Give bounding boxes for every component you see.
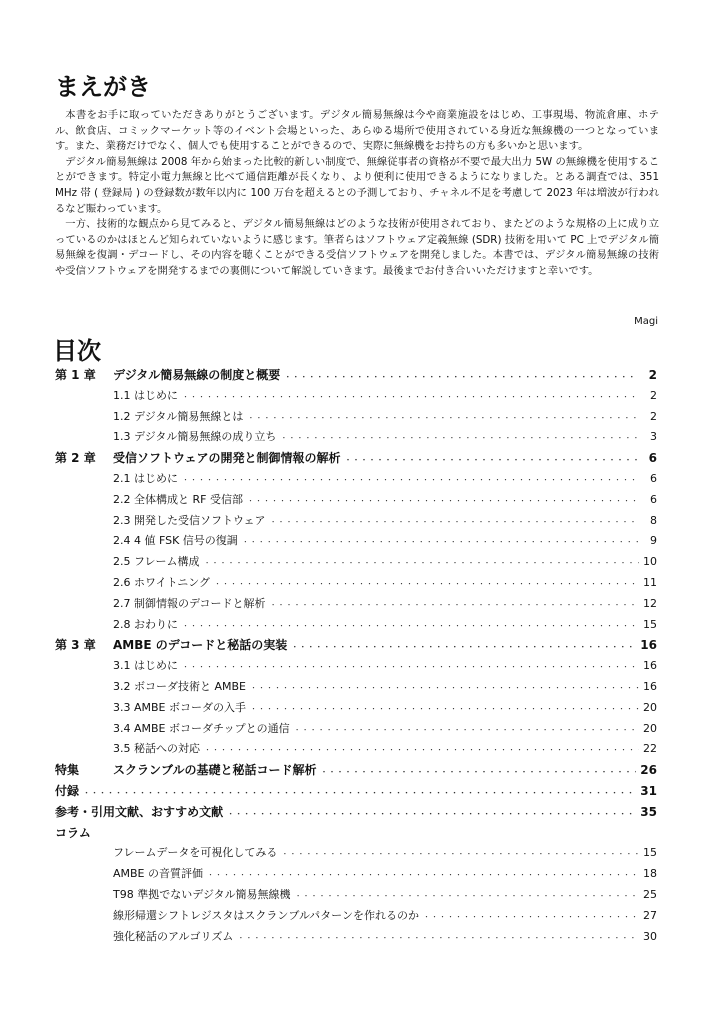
- page-number: 9: [650, 534, 657, 548]
- column-title: コラム: [55, 825, 91, 840]
- chapter-number: 第 2 章: [55, 451, 96, 466]
- page-number: 18: [643, 867, 657, 881]
- chapter-number: 第 3 章: [55, 638, 96, 653]
- leader-dots: [227, 805, 636, 819]
- toc-appendix[interactable]: [55, 782, 657, 803]
- toc-item[interactable]: [55, 720, 657, 741]
- column-item-title: T98 準拠でないデジタル簡易無線機: [113, 887, 291, 901]
- toc-item[interactable]: [55, 408, 657, 429]
- toc-item[interactable]: [55, 844, 657, 865]
- toc-item[interactable]: [55, 491, 657, 512]
- toc-item[interactable]: [55, 928, 657, 949]
- toc-item[interactable]: [55, 470, 657, 491]
- page-number: 20: [643, 700, 657, 714]
- page-number: 16: [640, 638, 657, 653]
- chapter-title: デジタル簡易無線の制度と概要: [113, 368, 281, 382]
- toc-item[interactable]: [55, 532, 657, 553]
- references-title: 参考・引用文献、おすすめ文献: [55, 804, 224, 819]
- page-number: 6: [650, 471, 657, 485]
- section-title: 3.1 はじめに: [113, 659, 178, 673]
- column-item-title: 強化秘話のアルゴリズム: [113, 929, 234, 943]
- toc-item[interactable]: [55, 553, 657, 574]
- page-number: 27: [643, 908, 657, 922]
- page-number: 6: [650, 492, 657, 506]
- page-number: 2: [648, 368, 657, 382]
- column-item-title: 線形帰還シフトレジスタはスクランブルパターンを作れるのか: [113, 908, 419, 922]
- toc-item[interactable]: [55, 387, 657, 408]
- leader-dots: [321, 763, 637, 777]
- section-title: 2.5 フレーム構成: [113, 555, 200, 569]
- section-title: 2.8 おわりに: [113, 617, 178, 631]
- leader-dots: [247, 410, 639, 423]
- leader-dots: [182, 472, 639, 485]
- section-title: 2.2 全体構成と RF 受信部: [113, 492, 243, 506]
- toc-item[interactable]: [55, 699, 657, 720]
- toc-item[interactable]: [55, 616, 657, 637]
- leader-dots: [294, 722, 639, 735]
- leader-dots: [280, 430, 639, 443]
- leader-dots: [345, 451, 639, 465]
- page-number: 26: [640, 763, 657, 778]
- toc-item[interactable]: [55, 657, 657, 678]
- page-number: 20: [643, 721, 657, 735]
- leader-dots: [247, 493, 639, 506]
- table-of-contents: [55, 366, 657, 948]
- leader-dots: [250, 701, 639, 714]
- leader-dots: [242, 534, 639, 547]
- page-number: 15: [643, 846, 657, 860]
- page-number: 10: [643, 555, 657, 569]
- section-title: 3.4 AMBE ボコーダチップとの通信: [113, 721, 290, 735]
- section-title: 2.3 開発した受信ソフトウェア: [113, 513, 266, 527]
- chapter-number: 第 1 章: [55, 368, 96, 382]
- preface-title: まえがき: [55, 73, 151, 101]
- page-number: 31: [640, 783, 657, 798]
- toc-column-heading: [55, 824, 657, 845]
- appendix-title: 付録: [55, 783, 80, 798]
- toc-title: 目次: [53, 337, 101, 365]
- special-title: スクランブルの基礎と秘話コード解析: [113, 763, 317, 778]
- page-number: 16: [643, 679, 657, 693]
- toc-item[interactable]: [55, 907, 657, 928]
- leader-dots: [204, 742, 639, 755]
- chapter-title: AMBE のデコードと秘話の実装: [113, 638, 288, 653]
- leader-dots: [204, 555, 639, 568]
- toc-item[interactable]: [55, 678, 657, 699]
- column-item-title: AMBE の音質評価: [113, 867, 204, 881]
- page-number: 6: [648, 451, 657, 466]
- column-item-title: フレームデータを可視化してみる: [113, 846, 278, 860]
- page-number: 30: [643, 929, 657, 943]
- leader-dots: [291, 638, 636, 652]
- leader-dots: [250, 680, 639, 693]
- section-title: 1.1 はじめに: [113, 388, 178, 402]
- leader-dots: [281, 846, 639, 859]
- toc-chapter-2[interactable]: [55, 449, 657, 470]
- section-title: 2.4 4 値 FSK 信号の復調: [113, 534, 238, 548]
- toc-special[interactable]: [55, 761, 657, 782]
- preface-paragraph-2: デジタル簡易無線は 2008 年から始まった比較的新しい制度で、無線従事者の資格が不要で最大出力 5W の無線機を使用することができます。特定小電力無線と比べて通信距離が長くなり、より便利に使用できるようになりました。とある調査では、351 MHz 帯 ( 登録局 ) の登録数が数年以内に 100 万台を超えるとの予測しており、チャネル不足を考慮して 2023 年は増波が行われるなど賑わっています。: [55, 155, 659, 215]
- page-number: 22: [643, 742, 657, 756]
- page-number: 8: [650, 513, 657, 527]
- toc-item[interactable]: [55, 428, 657, 449]
- preface-signature: Magi: [634, 316, 658, 327]
- leader-dots: [295, 888, 639, 901]
- toc-references[interactable]: [55, 803, 657, 824]
- chapter-title: 受信ソフトウェアの開発と制御情報の解析: [113, 451, 341, 466]
- section-title: 2.6 ホワイトニング: [113, 575, 210, 589]
- leader-dots: [182, 389, 639, 402]
- page-number: 25: [643, 887, 657, 901]
- section-title: 2.7 制御情報のデコードと解析: [113, 596, 266, 610]
- page-number: 15: [643, 617, 657, 631]
- page-number: 16: [643, 659, 657, 673]
- preface-paragraph-3: 一方、技術的な観点から見てみると、デジタル簡易無線はどのような技術が使用されており、またどのような規格の上に成り立っているのかはほとんど知られていないように感じます。筆者らはソフトウェア定義無線 (SDR) 技術を用いて PC 上でデジタル簡易無線を復調・デコードし、その内容を聴くことができる受信ソフトウェアを開発しました。本書では、デジタル簡易無線の技術や受信ソフトウェアを開発するまでの裏側について解説していきます。最後までお付き合いいただけますと幸いです。: [55, 218, 659, 277]
- page-number: 2: [650, 388, 657, 402]
- leader-dots: [270, 597, 639, 610]
- page-number: 12: [643, 596, 657, 610]
- leader-dots: [207, 867, 639, 880]
- page-number: 2: [650, 409, 657, 423]
- special-label: 特集: [55, 763, 80, 778]
- leader-dots: [237, 930, 639, 943]
- section-title: 1.3 デジタル簡易無線の成り立ち: [113, 430, 277, 444]
- toc-item[interactable]: [55, 574, 657, 595]
- toc-item[interactable]: [55, 886, 657, 907]
- leader-dots: [182, 659, 639, 672]
- toc-chapter-3[interactable]: [55, 636, 657, 657]
- toc-chapter-1[interactable]: [55, 366, 657, 387]
- leader-dots: [423, 909, 639, 922]
- leader-dots: [270, 514, 639, 527]
- page-number: 11: [643, 575, 657, 589]
- preface-body: [55, 108, 659, 280]
- page-number: 35: [640, 804, 657, 819]
- leader-dots: [83, 784, 636, 798]
- section-title: 3.2 ボコーダ技術と AMBE: [113, 679, 246, 693]
- section-title: 3.3 AMBE ボコーダの入手: [113, 700, 246, 714]
- page-number: 3: [650, 430, 657, 444]
- section-title: 1.2 デジタル簡易無線とは: [113, 409, 244, 423]
- leader-dots: [284, 368, 639, 382]
- toc-item[interactable]: [55, 595, 657, 616]
- leader-dots: [182, 618, 639, 631]
- toc-item[interactable]: [55, 512, 657, 533]
- leader-dots: [214, 576, 639, 589]
- section-title: 2.1 はじめに: [113, 471, 178, 485]
- section-title: 3.5 秘話への対応: [113, 742, 200, 756]
- toc-item[interactable]: [55, 740, 657, 761]
- toc-item[interactable]: [55, 865, 657, 886]
- preface-paragraph-1: 本書をお手に取っていただきありがとうございます。デジタル簡易無線は今や商業施設をはじめ、工事現場、物流倉庫、ホテル、飲食店、コミックマーケット等のイベント会場といった、あらゆる場所で使用されている身近な無線機の一つとなっています。また、業務だけでなく、個人でも使用することができるので、実際に無線機をお持ちの方も多いかと思います。: [55, 109, 659, 153]
